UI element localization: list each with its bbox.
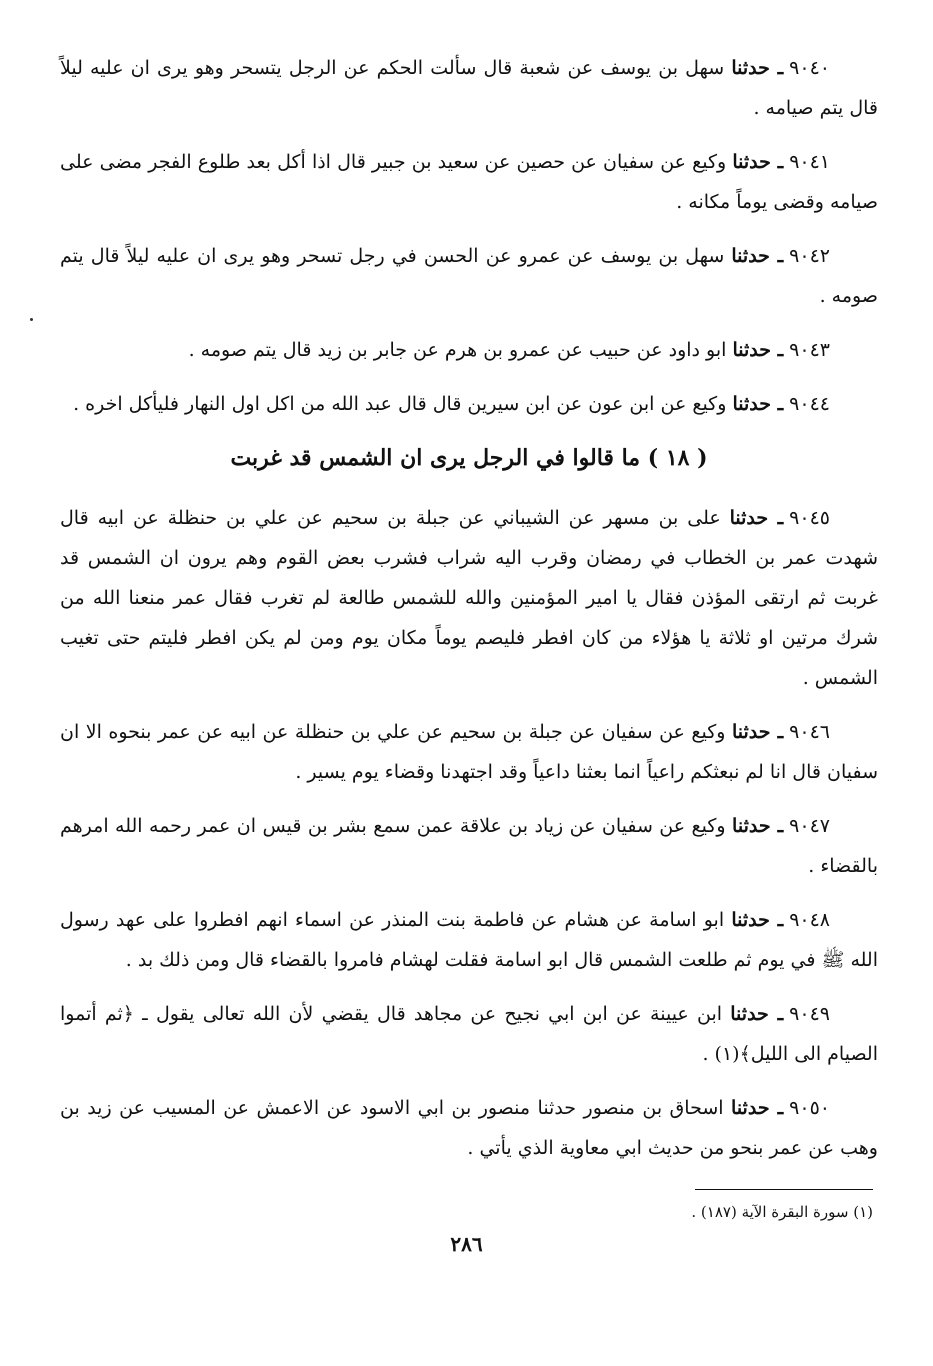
page-body	[60, 48, 878, 1182]
hadith-lead: ـ حدثنا	[732, 393, 784, 415]
hadith-text: وكيع عن سفيان عن حصين عن سعيد بن جبير قال اذا أكل بعد طلوع الفجر مضى على صيامه وقضى يوماً مكانه .	[60, 151, 878, 213]
hadith-entry	[60, 48, 878, 128]
hadith-number: ٩٠٤٥	[789, 507, 830, 529]
hadith-text: ابو اسامة عن هشام عن فاطمة بنت المنذر عن اسماء انهم افطروا على عهد رسول الله ﷺ في يوم ثم طلعت الشمس قال ابو اسامة فقلت لهشام فامروا بالقضاء قال ومن ذلك بد .	[60, 909, 878, 971]
hadith-text: سهل بن يوسف عن شعبة قال سألت الحكم عن الرجل يتسحر وهو يرى ان عليه ليلاً قال يتم صيامه .	[60, 57, 878, 119]
hadith-number: ٩٠٤٧	[789, 815, 830, 837]
hadith-text: على بن مسهر عن الشيباني عن جبلة بن سحيم عن علي بن حنظلة عن ابيه قال شهدت عمر بن الخطاب في رمضان وقرب اليه شراب فشرب بعض القوم وهم يرون ان الشمس قد غربت ثم ارتقى المؤذن فقال يا امير المؤمنين والله للشمس طالعة لم تغرب فقال عمر منعنا الله من شرك مرتين او ثلاثة يا هؤلاء من كان افطر فليصم يوماً مكان يوم ومن لم يكن افطر فليتم حتى تغيب الشمس .	[60, 507, 878, 689]
footnote-separator	[695, 1189, 873, 1190]
hadith-number: ٩٠٤٨	[789, 909, 831, 931]
hadith-lead: ـ حدثنا	[731, 245, 784, 267]
page-speck	[30, 318, 33, 321]
hadith-entry	[60, 712, 878, 792]
entries-before	[60, 48, 878, 424]
hadith-number: ٩٠٤٠	[789, 57, 830, 79]
hadith-text: اسحاق بن منصور حدثنا منصور بن ابي الاسود عن الاعمش عن المسيب عن زيد بن وهب عن عمر بنحو من حديث ابي معاوية الذي يأتي .	[60, 1097, 878, 1159]
hadith-entry	[60, 142, 878, 222]
hadith-lead: ـ حدثنا	[730, 1003, 784, 1025]
hadith-text: ابن عيينة عن ابن ابي نجيح عن مجاهد قال يقضي لأن الله تعالى يقول ـ ﴿ثم أتموا الصيام الى الليل﴾(١) .	[60, 1003, 878, 1065]
hadith-lead: ـ حدثنا	[732, 151, 784, 173]
hadith-number: ٩٠٤٩	[789, 1003, 830, 1025]
hadith-entry	[60, 806, 878, 886]
hadith-number: ٩٠٤٢	[789, 245, 830, 267]
hadith-text: وكيع عن سفيان عن جبلة بن سحيم عن علي بن حنظلة عن ابيه عن عمر بنحوه الا ان سفيان قال انا لم نبعثكم راعياً انما بعثنا داعياً وقد اجتهدنا وقضاء يوم يسير .	[60, 721, 878, 783]
chapter-heading: ( ١٨ ) ما قالوا في الرجل يرى ان الشمس قد غربت	[230, 445, 708, 471]
hadith-lead: ـ حدثنا	[731, 721, 784, 743]
hadith-number: ٩٠٥٠	[789, 1097, 830, 1119]
hadith-entry	[60, 994, 878, 1074]
hadith-text: وكيع عن ابن عون عن ابن سيرين قال قال عبد الله من اكل اول النهار فليأكل اخره .	[73, 393, 727, 415]
hadith-number: ٩٠٤٣	[789, 339, 830, 361]
hadith-entry	[60, 236, 878, 316]
hadith-text: وكيع عن سفيان عن زياد بن علاقة عمن سمع بشر بن قيس ان عمر رحمه الله امرهم بالقضاء .	[60, 815, 878, 877]
hadith-lead: ـ حدثنا	[732, 339, 784, 361]
hadith-lead: ـ حدثنا	[729, 507, 784, 529]
hadith-entry	[60, 384, 878, 424]
hadith-entry	[60, 330, 878, 370]
hadith-lead: ـ حدثنا	[731, 909, 784, 931]
hadith-number: ٩٠٤٤	[789, 393, 830, 415]
hadith-lead: ـ حدثنا	[732, 815, 784, 837]
hadith-entry	[60, 498, 878, 698]
hadith-number: ٩٠٤٦	[789, 721, 830, 743]
entries-after	[60, 498, 878, 1168]
hadith-number: ٩٠٤١	[789, 151, 831, 173]
page-number: ٢٨٦	[450, 1232, 483, 1256]
footnote: (١) سورة البقرة الآية (١٨٧) .	[691, 1203, 873, 1221]
hadith-entry	[60, 900, 878, 980]
hadith-text: سهل بن يوسف عن عمرو عن الحسن في رجل تسحر وهو يرى ان عليه ليلاً قال يتم صومه .	[60, 245, 878, 307]
hadith-lead: ـ حدثنا	[731, 57, 784, 79]
hadith-entry	[60, 1088, 878, 1168]
hadith-lead: ـ حدثنا	[731, 1097, 784, 1119]
hadith-text: ابو داود عن حبيب عن عمرو بن هرم عن جابر بن زيد قال يتم صومه .	[188, 339, 727, 361]
